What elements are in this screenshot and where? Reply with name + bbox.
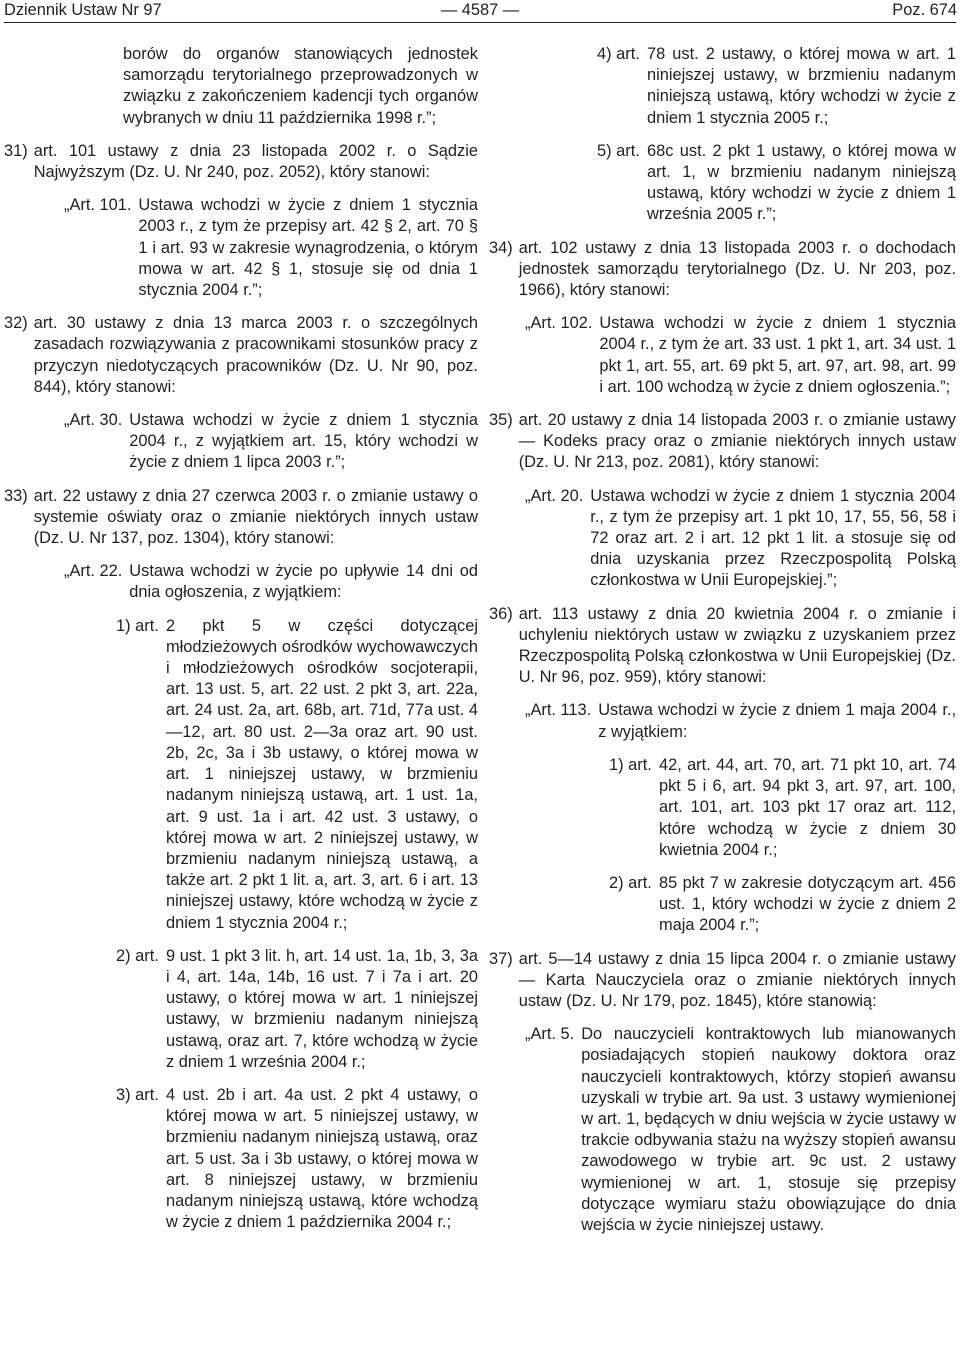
item-number: 36) [489,604,513,623]
quote-text: Do nauczycieli kontraktowych lub mianowanych posiadających stopień naukowy doktora oraz nauczycieli kontraktowych, którzy stopień awansu uzyskali w trybie art. 9a ust. 3 ustawy wymienionej w art. 1, będących w dniu wejścia w życie ustawy w trakcie odbywania stażu na wyższy stopień awansu zawodowego w trybie art. 9c ust. 2 ustawy wymienionej w art. 1, stosuje się przepisy dotyczące wymiaru stażu obowiązujące do dnia wejścia w życie niniejszej ustawy. [581,1025,956,1234]
quote-label: „Art. 30. [64,411,123,430]
item-34 [489,238,956,302]
quote-text: Ustawa wchodzi w życie z dniem 1 stycznia 2004 r., z tym że przepisy art. 1 pkt 10, 17, 55, 56, 58 i 72 oraz art. 2 i art. 12 pkt 1 lit. a stosuje się od dnia uzyskania przez Rzeczpospolitą Polską członkostwa w Unii Europejskiej.”; [590,486,956,590]
header-rule [4,22,956,23]
sub-text: 68c ust. 2 pkt 1 ustawy, o której mowa w art. 1, w brzmieniu nadanym niniejszą ustawą, który wchodzi w życie z dniem 1 września 2005 r.”; [647,141,956,224]
sub-item [609,873,956,937]
item-text: art. 113 ustawy z dnia 20 kwietnia 2004 r. o zmianie i uchyleniu niektórych ustaw w związku z uzyskaniem przez Rzeczpospolitą Polską członkostwa w Unii Europejskiej (Dz. U. Nr 96, poz. 959), który stanowi: [518,604,956,687]
sub-text: 42, art. 44, art. 70, art. 71 pkt 10, art. 74 pkt 5 i 6, art. 94 pkt 3, art. 97, art. 100, art. 101, art. 103 pkt 17 oraz art. 112, które wchodzą w życie z dniem 30 kwietnia 2004 r.; [659,755,956,859]
quote-label: „Art. 5. [525,1025,575,1044]
quote-text: Ustawa wchodzi w życie po upływie 14 dni od dnia ogłoszenia, z wyjątkiem: [129,562,478,602]
quote-label: „Art. 113. [525,701,592,720]
quote-text: Ustawa wchodzi w życie z dniem 1 maja 2004 r., z wyjątkiem: [598,701,956,741]
quote-art-20 [525,486,956,592]
item-number: 34) [489,238,513,257]
quote-art-113 [525,700,956,742]
sub-text: 9 ust. 1 pkt 3 lit. h, art. 14 ust. 1a, 1b, 3, 3a i 4, art. 14a, 14b, 16 ust. 7 i 7a i art. 20 ustawy, o której mowa w art. 1 niniejszej ustawy, w brzmieniu nadanym niniejszą ustawą, oraz art. 7, które wchodzą w życie z dniem 1 września 2004 r.; [166,946,478,1071]
intro-continuation: borów do organów stanowiących jednostek samorządu terytorialnego przeprowadzonych w związku z zakończeniem kadencji tych organów wybranych w dniu 11 października 1998 r.”; [123,45,478,127]
sub-item [597,141,956,226]
sub-label: 2) art. [116,946,159,965]
sub-list-art-113 [609,755,956,937]
item-text: art. 102 ustawy z dnia 13 listopada 2003 r. o dochodach jednostek samorządu terytorialnego (Dz. U. Nr 203, poz. 1966), który stanowi: [518,238,956,300]
quote-art-102 [525,313,956,398]
sub-item [116,946,478,1073]
sub-label: 1) art. [116,616,159,635]
quote-art-5 [525,1024,956,1236]
sub-item [609,755,956,861]
sub-label: 2) art. [609,873,652,892]
sub-label: 5) art. [597,141,640,160]
item-31 [4,141,478,183]
item-text: art. 20 ustawy z dnia 14 listopada 2003 r. o zmianie ustawy — Kodeks pracy oraz o zmianie niektórych innych ustaw (Dz. U. Nr 213, poz. 2081), który stanowi: [518,411,956,472]
right-column [489,44,956,1248]
sub-text: 78 ust. 2 ustawy, o której mowa w art. 1 niniejszej ustawy, w brzmieniu nadanym niniejszą ustawą, który wchodzi w życie z dniem 1 stycznia 2005 r.; [647,45,956,127]
quote-text: Ustawa wchodzi w życie z dniem 1 stycznia 2004 r., z tym że art. 33 ust. 1 pkt 1, art. 34 ust. 1 pkt 1, art. 55, art. 69 pkt 5, art. 97, art. 98, art. 99 i art. 100 wchodzą w życie z dniem ogłoszenia.”; [599,314,956,396]
quote-label: „Art. 20. [525,486,584,505]
quote-label: „Art. 22. [64,562,123,581]
item-number: 37) [489,949,513,968]
sub-text: 2 pkt 5 w części dotyczącej młodzieżowych ośrodków wychowawczych i młodzieżowych ośrodków socjoterapii, art. 13 ust. 5, art. 22 ust. 2 pkt 3, art. 22a, art. 24 ust. 2a, art. 68b, art. 71d, 77a ust. 4—12, art. 80 ust. 2—3a oraz art. 90 ust. 2b, 2c, 3a i 3b ustawy, o której mowa w art. 1 niniejszej ustawy, w brzmieniu nadanym niniejszą ustawą, art. 1 ust. 1a, art. 9 ust. 1a i art. 42 ust. 3 ustawy, o której mowa w art. 2 niniejszej ustawy, w brzmieniu nadanym niniejszą ustawą, a także art. 2 pkt 1 lit. a, art. 3, art. 6 i art. 13 niniejszej ustawy, które wchodzą w życie z dniem 1 stycznia 2004 r.; [166,616,478,932]
sub-text: 85 pkt 7 w zakresie dotyczącym art. 456 ust. 1, który wchodzi w życie z dniem 2 maja 2004 r.”; [659,873,956,935]
item-number: 35) [489,411,513,430]
quote-label: „Art. 102. [525,314,593,333]
position-number: Poz. 674 [892,1,957,19]
quote-label: „Art. 101. [64,196,132,215]
item-text: art. 22 ustawy z dnia 27 czerwca 2003 r. o zmianie ustawy o systemie oświaty oraz o zmianie niektórych innych ustaw (Dz. U. Nr 137, poz. 1304), który stanowi: [33,486,478,548]
item-number: 31) [4,141,28,160]
sub-label: 1) art. [609,755,652,774]
item-33 [4,486,478,550]
sub-label: 3) art. [116,1085,159,1104]
item-number: 32) [4,314,28,333]
item-32 [4,313,478,398]
sub-label: 4) art. [597,45,640,63]
item-36 [489,604,956,689]
sub-item [597,44,956,129]
quote-art-22 [64,561,478,603]
item-37 [489,949,956,1013]
page-header [0,0,960,22]
quote-text: Ustawa wchodzi w życie z dniem 1 stycznia 2003 r., z tym że przepisy art. 42 § 2, art. 70 § 1 i art. 93 w zakresie wynagrodzenia, o którym mowa w art. 42 § 1, stosuje się od dnia 1 stycznia 2004 r.”; [138,196,478,300]
journal-title: Dziennik Ustaw Nr 97 [4,1,162,19]
item-text: art. 101 ustawy z dnia 23 listopada 2002 r. o Sądzie Najwyższym (Dz. U. Nr 240, poz. 2052), który stanowi: [33,141,478,182]
sub-item [116,616,478,934]
sub-list-art-22 [116,616,478,1234]
item-text: art. 5—14 ustawy z dnia 15 lipca 2004 r. o zmianie ustawy — Karta Nauczyciela oraz o zmianie niektórych innych ustaw (Dz. U. Nr 179, poz. 1845), które stanowią: [518,949,956,1010]
left-column [4,44,478,1245]
page-number: — 4587 — [440,1,520,19]
quote-art-101 [64,195,478,301]
item-number: 33) [4,486,28,505]
item-text: art. 30 ustawy z dnia 13 marca 2003 r. o szczególnych zasadach rozwiązywania z pracownikami stosunków pracy z przyczyn niedotyczących pracowników (Dz. U. Nr 90, poz. 844), który stanowi: [33,314,478,396]
sub-list-continuation [597,44,956,226]
sub-text: 4 ust. 2b i art. 4a ust. 2 pkt 4 ustawy, o której mowa w art. 5 niniejszej ustawy, w brzmieniu nadanym niniejszą ustawą, oraz art. 5 ust. 3a i 3b ustawy, o której mowa w art. 8 niniejszej ustawy, w brzmieniu nadanym niniejszą ustawą, które wchodzą w życie z dniem 1 października 2004 r.; [166,1085,478,1232]
item-35 [489,410,956,474]
quote-art-30 [64,410,478,474]
quote-text: Ustawa wchodzi w życie z dniem 1 stycznia 2004 r., z wyjątkiem art. 15, który wchodzi w życie z dniem 1 lipca 2003 r.”; [129,411,478,472]
sub-item [116,1085,478,1233]
